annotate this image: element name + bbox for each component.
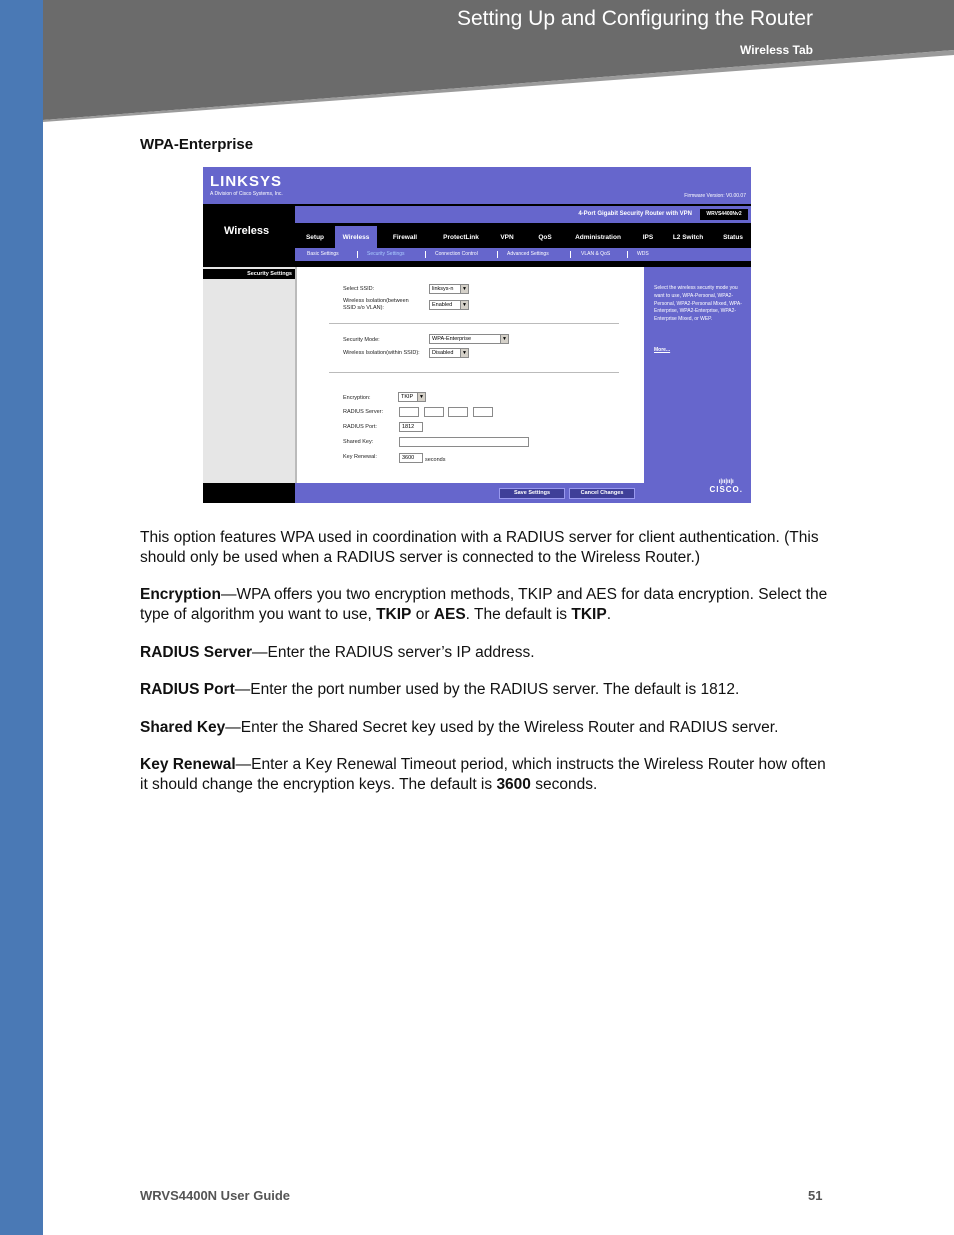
page-section-label: Wireless xyxy=(224,225,270,237)
shared-key-text: —Enter the Shared Secret key used by the Wireless Router and RADIUS server. xyxy=(225,719,779,736)
encryption-select[interactable] xyxy=(398,392,426,402)
intro-paragraph: This option features WPA used in coordination with a RADIUS server for client authentication. (This should only be used when a RADIUS server is connected to the Wireless Router.) xyxy=(140,529,819,566)
subtab-advanced-settings[interactable]: Advanced Settings xyxy=(507,251,549,257)
radius-port-paragraph xyxy=(140,680,830,700)
radius-ip-octet-1[interactable] xyxy=(399,407,419,417)
encryption-term: Encryption xyxy=(140,586,221,603)
header-subtitle: Wireless Tab xyxy=(739,43,813,57)
product-name: 4-Port Gigabit Security Router with VPN xyxy=(578,211,692,217)
security-settings-label: Security Settings xyxy=(203,269,295,279)
subtab-connection-control[interactable]: Connection Control xyxy=(435,251,478,257)
firmware-version: Firmware Version: V0.00.07 xyxy=(684,193,746,199)
radius-ip-octet-3[interactable] xyxy=(448,407,468,417)
tab-wireless[interactable]: Wireless xyxy=(335,226,377,248)
radius-port-input[interactable]: 1812 xyxy=(399,422,423,432)
page-number: 51 xyxy=(808,1188,823,1203)
encryption-label: Encryption: xyxy=(343,395,371,401)
radius-server-text: —Enter the RADIUS server’s IP address. xyxy=(252,644,535,661)
subtab-wds[interactable]: WDS xyxy=(637,251,649,257)
encryption-text-2: . The default is xyxy=(465,606,572,623)
shared-key-input[interactable] xyxy=(399,437,529,447)
subtab-separator xyxy=(425,251,426,258)
encryption-paragraph xyxy=(140,585,830,625)
ssid-select[interactable] xyxy=(429,284,469,294)
cancel-changes-button[interactable]: Cancel Changes xyxy=(569,488,635,499)
security-form xyxy=(295,267,644,483)
subtab-separator xyxy=(357,251,358,258)
ssid-label: Select SSID: xyxy=(343,286,375,292)
isolation-between-label: Wireless Isolation(between SSID s/o VLAN): xyxy=(343,298,409,311)
chevron-down-icon: ▼ xyxy=(500,335,508,343)
tab-qos[interactable]: QoS xyxy=(538,234,552,241)
security-mode-value: WPA-Enterprise xyxy=(432,336,472,342)
model-badge: WRVS4400Nv2 xyxy=(700,209,748,220)
encryption-tkip: TKIP xyxy=(376,606,412,623)
shared-key-term: Shared Key xyxy=(140,719,226,736)
key-renewal-default: 3600 xyxy=(496,776,531,793)
section-heading: WPA-Enterprise xyxy=(140,136,254,153)
cisco-logo xyxy=(709,479,743,494)
help-text: Select the wireless security mode you want to use, WPA-Personal, WPA2-Personal, WPA2-Personal Mixed, WPA-Enterprise, WPA2-Enterprise, WPA2-Enterprise Mixed, or WEP. xyxy=(654,285,742,323)
tab-setup[interactable]: Setup xyxy=(305,234,325,241)
left-accent-bar xyxy=(0,0,43,1235)
tab-vpn[interactable]: VPN xyxy=(500,234,514,241)
sub-tab-row xyxy=(295,248,751,261)
key-renewal-label: Key Renewal: xyxy=(343,454,377,460)
key-renewal-text-2: seconds. xyxy=(530,776,598,793)
chevron-down-icon: ▼ xyxy=(417,393,425,401)
divider xyxy=(329,323,619,324)
radius-port-label: RADIUS Port: xyxy=(343,424,377,430)
radius-server-paragraph xyxy=(140,643,830,663)
help-panel xyxy=(644,267,751,503)
subtab-separator xyxy=(570,251,571,258)
linksys-logo: LINKSYS xyxy=(210,173,283,190)
radius-port-term: RADIUS Port xyxy=(140,681,235,698)
isolation-between-value: Enabled xyxy=(432,302,453,308)
shared-key-paragraph xyxy=(140,718,830,738)
linksys-logo-subtitle: A Division of Cisco Systems, Inc. xyxy=(210,191,283,197)
security-mode-label: Security Mode: xyxy=(343,337,380,343)
isolation-between-select[interactable] xyxy=(429,300,469,310)
cisco-logo-text: CISCO. xyxy=(709,485,743,494)
encryption-aes: AES xyxy=(433,606,466,623)
cisco-bars-icon: ı|ıı|ıı|ı xyxy=(718,479,734,485)
main-tab-row xyxy=(295,226,751,248)
subtab-separator xyxy=(627,251,628,258)
action-bar xyxy=(295,483,644,503)
save-settings-button[interactable]: Save Settings xyxy=(499,488,565,499)
product-bar xyxy=(295,206,751,223)
subtab-separator xyxy=(497,251,498,258)
router-top-banner xyxy=(203,167,751,204)
router-screenshot xyxy=(203,167,751,503)
divider xyxy=(329,372,619,373)
tab-firewall[interactable]: Firewall xyxy=(392,234,418,241)
security-mode-select[interactable] xyxy=(429,334,509,344)
help-more-link[interactable]: More... xyxy=(654,347,671,353)
subtab-security-settings[interactable]: Security Settings xyxy=(367,251,405,257)
isolation-within-label: Wireless Isolation(within SSID): xyxy=(343,350,420,356)
subtab-vlan-qos[interactable]: VLAN & QoS xyxy=(581,251,611,257)
radius-server-term: RADIUS Server xyxy=(140,644,252,661)
key-renewal-term: Key Renewal xyxy=(140,756,236,773)
chevron-down-icon: ▼ xyxy=(460,285,468,293)
key-renewal-input[interactable]: 3600 xyxy=(399,453,423,463)
isolation-within-value: Disabled xyxy=(432,350,454,356)
encryption-value: TKIP xyxy=(401,394,414,400)
radius-port-text: —Enter the port number used by the RADIUS server. The default is 1812. xyxy=(234,681,740,698)
ssid-select-value: linksys-n xyxy=(432,286,454,292)
chevron-down-icon: ▼ xyxy=(460,349,468,357)
key-renewal-unit: seconds xyxy=(425,457,446,463)
tab-protectlink[interactable]: ProtectLink xyxy=(443,234,479,241)
subtab-basic-settings[interactable]: Basic Settings xyxy=(307,251,339,257)
key-renewal-paragraph xyxy=(140,755,830,795)
key-renewal-text-1: —Enter a Key Renewal Timeout period, which instructs the Wireless Router how often it should change the encryption keys. The default is xyxy=(140,756,826,793)
header-title: Setting Up and Configuring the Router xyxy=(456,7,813,30)
router-sidebar xyxy=(203,267,295,483)
radius-server-label: RADIUS Server: xyxy=(343,409,384,415)
encryption-end: . xyxy=(606,606,611,623)
page-header xyxy=(43,0,954,122)
encryption-or: or xyxy=(411,606,434,623)
tab-l2-switch[interactable]: L2 Switch xyxy=(672,234,704,241)
tab-status[interactable]: Status xyxy=(723,234,743,241)
encryption-text-1: —WPA offers you two encryption methods, TKIP and AES for data encryption. Select the type of algorithm you want to use, xyxy=(140,586,828,623)
chevron-down-icon: ▼ xyxy=(460,301,468,309)
footer-guide-title: WRVS4400N User Guide xyxy=(140,1188,291,1203)
shared-key-label: Shared Key: xyxy=(343,439,374,445)
tab-administration[interactable]: Administration xyxy=(575,234,621,241)
radius-ip-octet-2[interactable] xyxy=(424,407,444,417)
radius-ip-octet-4[interactable] xyxy=(473,407,493,417)
encryption-default: TKIP xyxy=(571,606,607,623)
isolation-within-select[interactable] xyxy=(429,348,469,358)
tab-ips[interactable]: IPS xyxy=(642,234,654,241)
